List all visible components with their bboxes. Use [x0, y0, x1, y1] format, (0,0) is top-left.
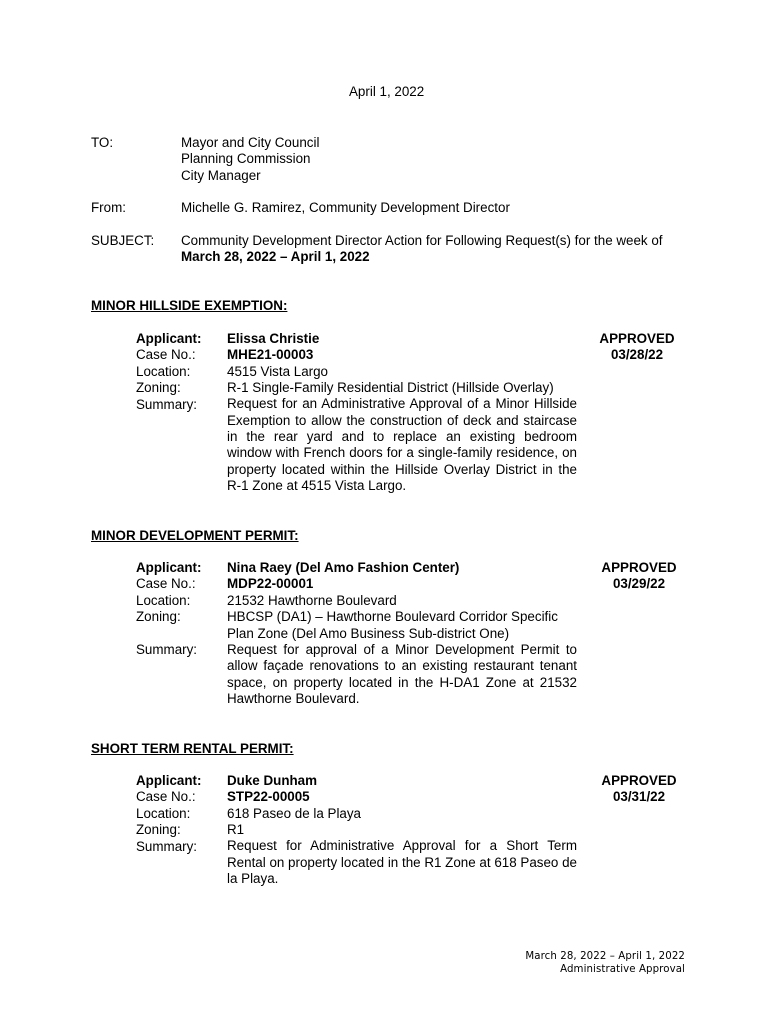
- status-date: 03/28/22: [610, 347, 664, 363]
- summary-value: Request for an Administrative Approval of a Minor Hillside Exemption to allow the construction of deck and staircase in the rear yard and to replace an existing bedroom window with French doors for a single-family residence, on property located within the Hillside Overlay District in the R-1 Zone at 4515 Vista Largo.: [227, 396, 577, 494]
- development-values: [227, 560, 558, 642]
- field-labels: [136, 789, 197, 855]
- to-recipient: Mayor and City Council: [181, 135, 320, 150]
- section-heading-hillside: MINOR HILLSIDE EXEMPTION:: [91, 298, 288, 313]
- location-value: 618 Paseo de la Playa: [227, 805, 362, 821]
- status-label: APPROVED: [599, 331, 675, 346]
- case-no-value: MDP22-00001: [227, 576, 314, 592]
- applicant-value: Elissa Christie: [227, 331, 320, 346]
- case-no-label: Case No.:: [136, 347, 196, 363]
- subject-line-1: Community Development Director Action for Following Request(s) for the week of: [181, 233, 663, 248]
- footer-title: Administrative Approval: [560, 964, 685, 975]
- field-labels: [136, 347, 197, 413]
- zoning-value: HBCSP (DA1) – Hawthorne Boulevard Corridor Specific: [227, 609, 558, 625]
- case-no-label: Case No.:: [136, 576, 196, 592]
- to-label: TO:: [91, 135, 114, 150]
- rental-values: [227, 773, 361, 839]
- location-label: Location:: [136, 363, 191, 379]
- status-label: APPROVED: [601, 560, 677, 575]
- summary-value: Request for approval of a Minor Development Permit to allow façade renovations to an existing restaurant tenant space, on property located in the H-DA1 Zone at 21532 Hawthorne Boulevard.: [227, 642, 577, 707]
- section-heading-development: MINOR DEVELOPMENT PERMIT:: [91, 528, 299, 543]
- page-footer: [525, 950, 685, 976]
- field-labels: [136, 331, 201, 347]
- to-recipient: City Manager: [181, 167, 261, 183]
- location-label: Location:: [136, 805, 191, 821]
- hillside-values: [227, 331, 554, 397]
- applicant-value: Nina Raey (Del Amo Fashion Center): [227, 560, 460, 575]
- summary-value: Request for Administrative Approval for a Short Term Rental on property located in the R1 Zone at 618 Paseo de la Playa.: [227, 838, 577, 886]
- subject-value: [181, 233, 663, 266]
- summary-label: Summary:: [136, 838, 198, 854]
- footer-date-range: March 28, 2022 – April 1, 2022: [525, 951, 685, 962]
- applicant-label: Applicant:: [136, 331, 202, 346]
- section-heading-short-term-rental: SHORT TERM RENTAL PERMIT:: [91, 741, 294, 756]
- field-labels: [136, 773, 201, 789]
- to-recipients: [181, 135, 319, 184]
- subject-label: SUBJECT:: [91, 233, 155, 248]
- zoning-value: R-1 Single-Family Residential District (Hillside Overlay): [227, 380, 554, 396]
- status-badge: [592, 331, 682, 364]
- summary-label: Summary:: [136, 642, 198, 657]
- location-label: Location:: [136, 592, 191, 608]
- subject-line-2: March 28, 2022 – April 1, 2022: [181, 249, 370, 265]
- status-badge: [594, 773, 684, 806]
- zoning-label: Zoning:: [136, 380, 181, 396]
- case-no-value: MHE21-00003: [227, 347, 314, 363]
- case-no-value: STP22-00005: [227, 789, 310, 805]
- status-badge: [594, 560, 684, 593]
- field-labels: [136, 576, 196, 625]
- zoning-value: R1: [227, 822, 245, 838]
- case-no-label: Case No.:: [136, 789, 196, 805]
- applicant-label: Applicant:: [136, 560, 202, 575]
- to-recipient: Planning Commission: [181, 151, 311, 167]
- zoning-label: Zoning:: [136, 822, 181, 838]
- location-value: 21532 Hawthorne Boulevard: [227, 592, 397, 608]
- location-value: 4515 Vista Largo: [227, 363, 329, 379]
- status-date: 03/29/22: [612, 576, 666, 592]
- field-labels: [136, 560, 201, 576]
- summary-label: Summary:: [136, 396, 198, 412]
- zoning-value-continued: Plan Zone (Del Amo Business Sub-district One): [227, 625, 510, 641]
- from-label: From:: [91, 200, 126, 215]
- status-date: 03/31/22: [612, 789, 666, 805]
- applicant-label: Applicant:: [136, 773, 202, 788]
- status-label: APPROVED: [601, 773, 677, 788]
- from-value: Michelle G. Ramirez, Community Development Director: [181, 200, 510, 215]
- memo-date: April 1, 2022: [349, 84, 425, 99]
- zoning-label: Zoning:: [136, 609, 181, 625]
- applicant-value: Duke Dunham: [227, 773, 318, 788]
- field-labels: [136, 642, 197, 658]
